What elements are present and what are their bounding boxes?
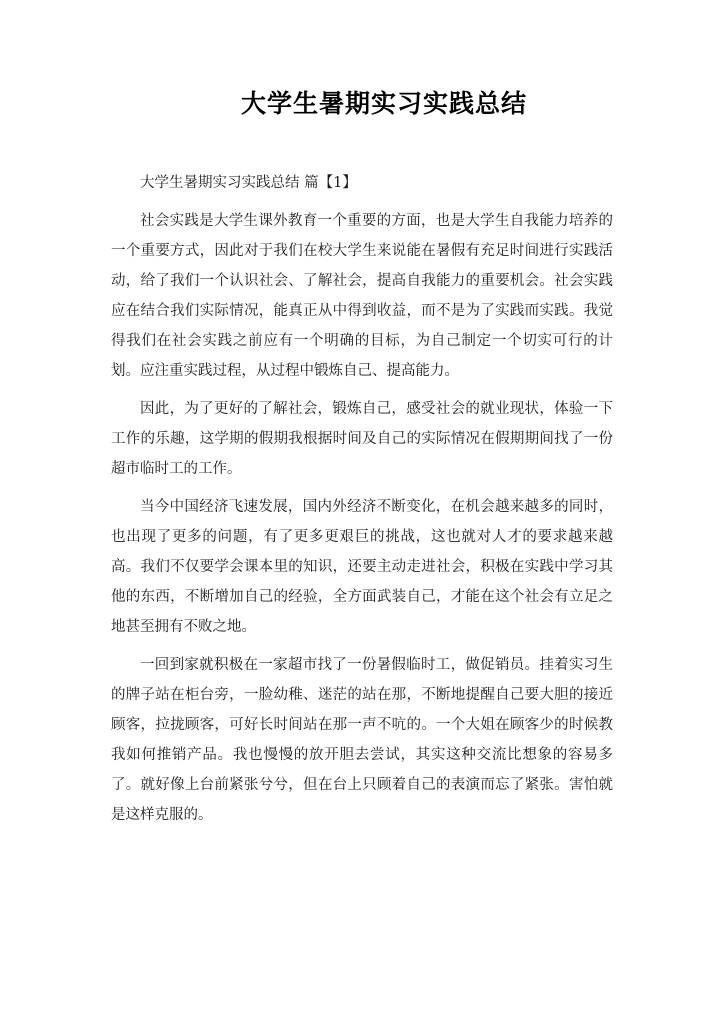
- paragraph-1: 社会实践是大学生课外教育一个重要的方面，也是大学生自我能力培养的一个重要方式，因此对于我们在校大学生来说能在暑假有充足时间进行实践活动，给了我们一个认识社会、了解社会，提高自我能力的重要机会。社会实践应在结合我们实际情况，能真正从中得到收益，而不是为了实践而实践。我觉得我们在社会实践之前应有一个明确的目标，为自己制定一个切实可行的计划。应注重实践过程，从过程中锻炼自己、提高能力。: [111, 213, 613, 379]
- paragraph-4: 一回到家就积极在一家超市找了一份暑假临时工，做促销员。挂着实习生的牌子站在柜台旁，一脸幼稚、迷茫的站在那，不断地提醒自己要大胆的接近顾客，拉拢顾客，可好长时间站在那一声不吭的。一个大姐在顾客少的时候教我如何推销产品。我也慢慢的放开胆去尝试，其实这种交流比想象的容易多了。就好像上台前紧张兮兮，但在台上只顾着自己的表演而忘了紧张。害怕就是这样克服的。: [111, 657, 613, 823]
- paragraph-2: 因此，为了更好的了解社会，锻炼自己，感受社会的就业现状，体验一下工作的乐趣，这学期的假期我根据时间及自己的实际情况在假期期间找了一份超市临时工的工作。: [111, 401, 613, 477]
- section-heading: 大学生暑期实习实践总结 篇【1】: [140, 175, 357, 191]
- paragraph-3: 当今中国经济飞速发展，国内外经济不断变化，在机会越来越多的同时，也出现了更多的问题，有了更多更艰巨的挑战，这也就对人才的要求越来越高。我们不仅要学会课本里的知识，还要主动走进社会，积极在实践中学习其他的东西，不断增加自己的经验，全方面武装自己，才能在这个社会有立足之地甚至拥有不败之地。: [111, 499, 613, 635]
- document-body: [111, 168, 613, 830]
- page-title: 大学生暑期实习实践总结: [240, 89, 527, 118]
